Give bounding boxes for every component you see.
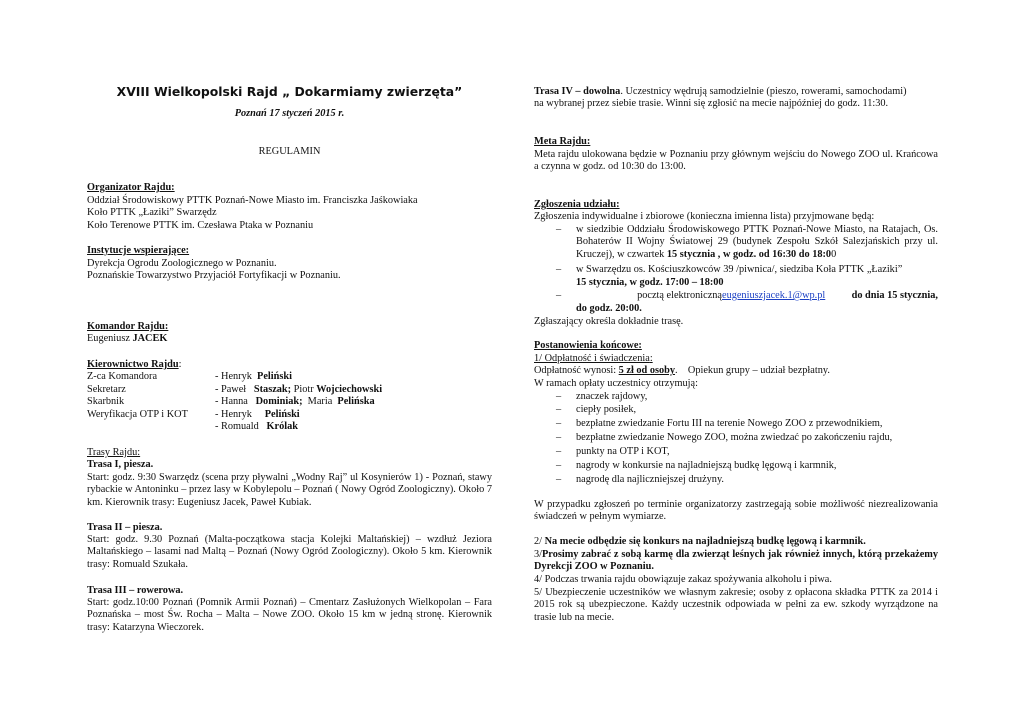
- kierownictwo-row: Weryfikacja OTP i KOT - Henryk Peliński: [87, 409, 300, 420]
- postanowienie-3: 3/Prosimy zabrać z sobą karmę dla zwierząt leśnych jak również innych, którą przekażemy Dyrekcji ZOO w Poznaniu.: [534, 549, 938, 573]
- trasa-3-text: Start: godz.10:00 Poznań (Pomnik Armii Poznań) – Cmentarz Zasłużonych Wielkopolan – Fara Poznańska – most Św. Rocha – Malta – Nowe ZOO. Około 15 km w jedną stronę. Kierownik trasy: Katarzyna Wieczorek.: [87, 597, 492, 633]
- organizator-line: Koło PTTK „Łaziki” Swarzędz: [87, 207, 217, 218]
- trasa-2-name: Trasa II – piesza.: [87, 522, 163, 533]
- benefit-text: bezpłatne zwiedzanie Fortu III na terenie Nowego ZOO z przewodnikiem,: [576, 418, 883, 429]
- trasa-1-text: Start: godz. 9:30 Swarzędz (scena przy pływalni „Wodny Raj” ul Kosynierów 1) - Poznań, stawy rybackie w Antoninku – przez lasy w Kobylepolu – Poznań ( Nowy Ogród Zoologiczny). Około 7 km. Kierownik trasy: Eugeniusz Jacek, Paweł Kubiak.: [87, 472, 492, 508]
- postanowienie-4: 4/ Podczas trwania rajdu obowiązuje zakaz spożywania alkoholu i piwa.: [534, 574, 832, 585]
- zgloszenia-item: [534, 264, 938, 290]
- trasa-4-line: Trasa IV – dowolna. Uczestnicy wędrują samodzielnie (pieszo, rowerami, samochodami): [534, 86, 907, 97]
- zgloszenia-item-text: w siedzibie Oddziału Środowiskowego PTTK Poznań-Nowe Miasto, na Ratajach, Os. Bohaterów II Wojny Światowej 29 (budynek Zespołu Szkół Salezjańskich przy ul. Kruczej), w czwartek 15 stycznia , w godz. od 16:30 do 18:00: [576, 224, 938, 260]
- kierownictwo-row: Sekretarz - Paweł Staszak; Piotr Wojciechowski: [87, 384, 383, 395]
- instytucje-heading: Instytucje wspierające:: [87, 245, 190, 256]
- dash-bullet: –: [556, 224, 562, 235]
- document-date: Poznań 17 styczeń 2015 r.: [234, 108, 345, 119]
- zgloszenia-deadline: do dnia 15 stycznia,: [851, 290, 938, 301]
- organizator-heading: Organizator Rajdu:: [87, 182, 175, 193]
- dash-bullet: –: [556, 404, 562, 415]
- komandor-heading: Komandor Rajdu:: [87, 321, 169, 332]
- email-link[interactable]: eugeniuszjacek.1@wp.pl: [722, 290, 826, 301]
- dash-bullet: –: [556, 432, 562, 443]
- w-przypadku-text: W przypadku zgłoszeń po terminie organizatorzy zastrzegają sobie możliwość niezrealizowania świadczeń w pełnym wymiarze.: [534, 499, 938, 523]
- benefit-text: znaczek rajdowy,: [576, 391, 648, 402]
- document-title: XVIII Wielkopolski Rajd „ Dokarmiamy zwierzęta”: [116, 84, 463, 99]
- kierownictwo-row: Skarbnik - Hanna Dominiak; Maria Pelińska: [87, 396, 375, 407]
- kierownictwo-heading: Kierownictwo Rajdu:: [87, 359, 182, 370]
- komandor-name: Eugeniusz JACEK: [87, 333, 168, 344]
- trasa-3-name: Trasa III – rowerowa.: [87, 585, 184, 596]
- instytucje-line: Dyrekcja Ogrodu Zoologicznego w Poznaniu.: [87, 258, 277, 269]
- zgloszenia-deadline-time: do godz. 20:00.: [576, 303, 642, 314]
- dash-bullet: –: [556, 446, 562, 457]
- zgloszenia-intro: Zgłoszenia indywidualne i zbiorowe (konieczna imienna lista) przyjmowane będą:: [534, 211, 875, 222]
- zgloszenia-outro: Zgłaszający określa dokładnie trasę.: [534, 316, 684, 327]
- kierownictwo-row: - Romuald Królak: [215, 421, 298, 432]
- dash-bullet: –: [556, 474, 562, 485]
- dash-bullet: –: [556, 290, 562, 301]
- zgloszenia-item: [534, 290, 938, 316]
- benefit-text: nagrody w konkursie na najladniejszą budkę lęgową i karmnik,: [576, 460, 837, 471]
- benefit-text: nagrodę dla najliczniejszej drużyny.: [576, 474, 725, 485]
- zgloszenia-item-date: 15 stycznia, w godz. 17:00 – 18:00: [576, 277, 724, 288]
- zgloszenia-item-text: w Swarzędzu os. Kościuszkowców 39 /piwnica/, siedziba Koła PTTK „Łaziki”: [576, 264, 903, 275]
- dash-bullet: –: [556, 264, 562, 275]
- odplatnosc-line: Odpłatność wynosi: 5 zł od osoby. Opiekun grupy – udział bezpłatny.: [534, 365, 830, 376]
- trasy-heading: Trasy Rajdu:: [87, 447, 141, 458]
- postanowienia-heading: Postanowienia końcowe:: [534, 340, 642, 351]
- trasa-4-line: na wybranej przez siebie trasie. Winni się zgłosić na mecie najpóźniej do godz. 11:30.: [534, 98, 889, 109]
- meta-text: Meta rajdu ulokowana będzie w Poznaniu przy głównym wejściu do Nowego ZOO ul. Krańcowa a czynna w godz. od 10:30 do 13:00.: [534, 149, 938, 173]
- postanowienie-5: 5/ Ubezpieczenie uczestników we własnym zakresie; osoby z opłacona składka PTTK za 2014 i 2015 rok są ubezpieczone. Każdy uczestnik odpowiada w pełni za ew. szkody wyrządzone na trasie lub na mecie.: [534, 587, 938, 623]
- trasa-1-name: Trasa I, piesza.: [87, 459, 154, 470]
- zgloszenia-item: [534, 224, 938, 264]
- benefit-text: ciepły posiłek,: [576, 404, 637, 415]
- benefit-text: punkty na OTP i KOT,: [576, 446, 670, 457]
- zgloszenia-heading: Zgłoszenia udziału:: [534, 199, 620, 210]
- odplatnosc-heading: 1/ Odpłatność i świadczenia:: [534, 353, 653, 364]
- kierownictwo-row: Z-ca Komandora - Henryk Peliński: [87, 371, 292, 382]
- dash-bullet: –: [556, 391, 562, 402]
- trasa-2-text: Start: godz. 9.30 Poznań (Malta-początkowa stacja Kolejki Maltańskiej) – wzdłuż Jeziora Maltańskiego – lasami nad Maltą – Poznań (Nowy Ogród Zoologiczny). Około 5 km. Kierownik trasy: Romuald Szukała.: [87, 534, 492, 570]
- organizator-line: Oddział Środowiskowy PTTK Poznań-Nowe Miasto im. Franciszka Jaśkowiaka: [87, 195, 418, 206]
- instytucje-line: Poznańskie Towarzystwo Przyjaciół Fortyfikacji w Poznaniu.: [87, 270, 341, 281]
- meta-heading: Meta Rajdu:: [534, 136, 591, 147]
- zgloszenia-item-text: pocztą elektronicznąeugeniuszjacek.1@wp.pl: [637, 290, 826, 301]
- dash-bullet: –: [556, 418, 562, 429]
- benefit-text: bezpłatne zwiedzanie Nowego ZOO, można zwiedzać po zakończeniu rajdu,: [576, 432, 893, 443]
- w-ramach-line: W ramach opłaty uczestnicy otrzymują:: [534, 378, 698, 389]
- regulamin-heading: REGULAMIN: [258, 146, 321, 157]
- dash-bullet: –: [556, 460, 562, 471]
- organizator-line: Koło Terenowe PTTK im. Czesława Ptaka w Poznaniu: [87, 220, 314, 231]
- postanowienie-2: 2/ Na mecie odbędzie się konkurs na najladniejszą budkę lęgową i karmnik.: [534, 536, 866, 547]
